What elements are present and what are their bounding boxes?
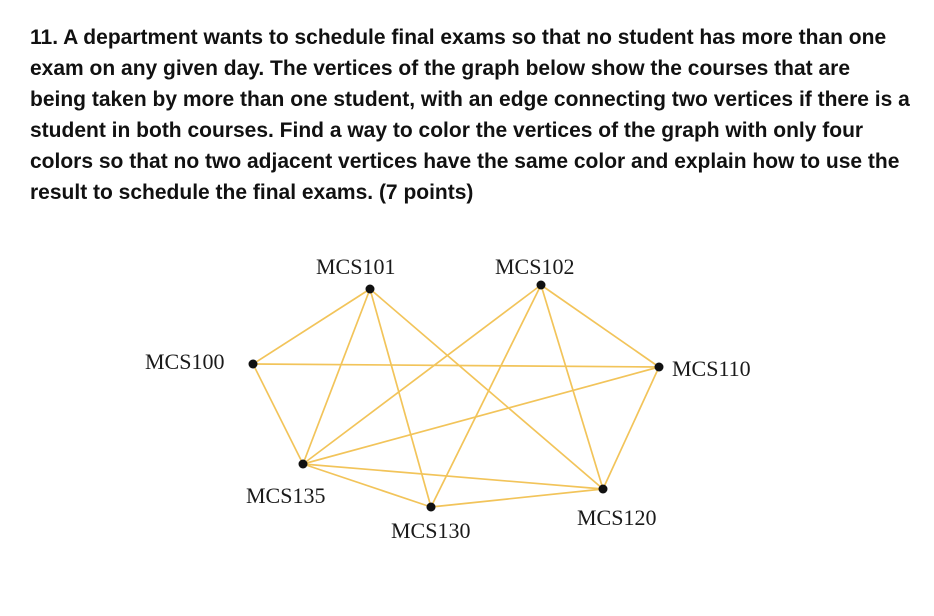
vertex-mcs120 <box>599 485 608 494</box>
vertex-mcs101 <box>366 285 375 294</box>
vertex-label-mcs120: MCS120 <box>577 505 657 530</box>
edge-mcs102-mcs130 <box>431 285 541 507</box>
vertex-mcs102 <box>537 281 546 290</box>
vertex-label-mcs135: MCS135 <box>246 483 326 508</box>
graph-edges <box>253 285 659 507</box>
edge-mcs102-mcs110 <box>541 285 659 367</box>
edge-mcs110-mcs120 <box>603 367 659 489</box>
edge-mcs100-mcs110 <box>253 364 659 367</box>
question-text: 11. A department wants to schedule final exams so that no student has more than one exam on any given day. The vertices of the graph below show the courses that are being taken by more than one student, with an edge connecting two vertices if there is a student in both courses. Find a way to color the vertices of the graph with only four colors so that no two adjacent vertices have the same color and explain how to use the result to schedule the final exams. (7 points) <box>30 26 910 204</box>
edge-mcs100-mcs135 <box>253 364 303 464</box>
vertex-label-mcs130: MCS130 <box>391 518 471 543</box>
edge-mcs135-mcs120 <box>303 464 603 489</box>
vertex-mcs135 <box>299 460 308 469</box>
edge-mcs102-mcs135 <box>303 285 541 464</box>
vertex-label-mcs110: MCS110 <box>672 356 751 381</box>
edge-mcs102-mcs120 <box>541 285 603 489</box>
edge-mcs100-mcs101 <box>253 289 370 364</box>
edge-mcs101-mcs120 <box>370 289 603 489</box>
vertex-mcs100 <box>249 360 258 369</box>
edge-mcs110-mcs135 <box>303 367 659 464</box>
vertex-label-mcs102: MCS102 <box>495 254 575 279</box>
vertex-mcs110 <box>655 363 664 372</box>
vertex-label-mcs100: MCS100 <box>145 349 225 374</box>
vertex-mcs130 <box>427 503 436 512</box>
vertex-label-mcs101: MCS101 <box>316 254 396 279</box>
graph-labels <box>145 254 751 543</box>
